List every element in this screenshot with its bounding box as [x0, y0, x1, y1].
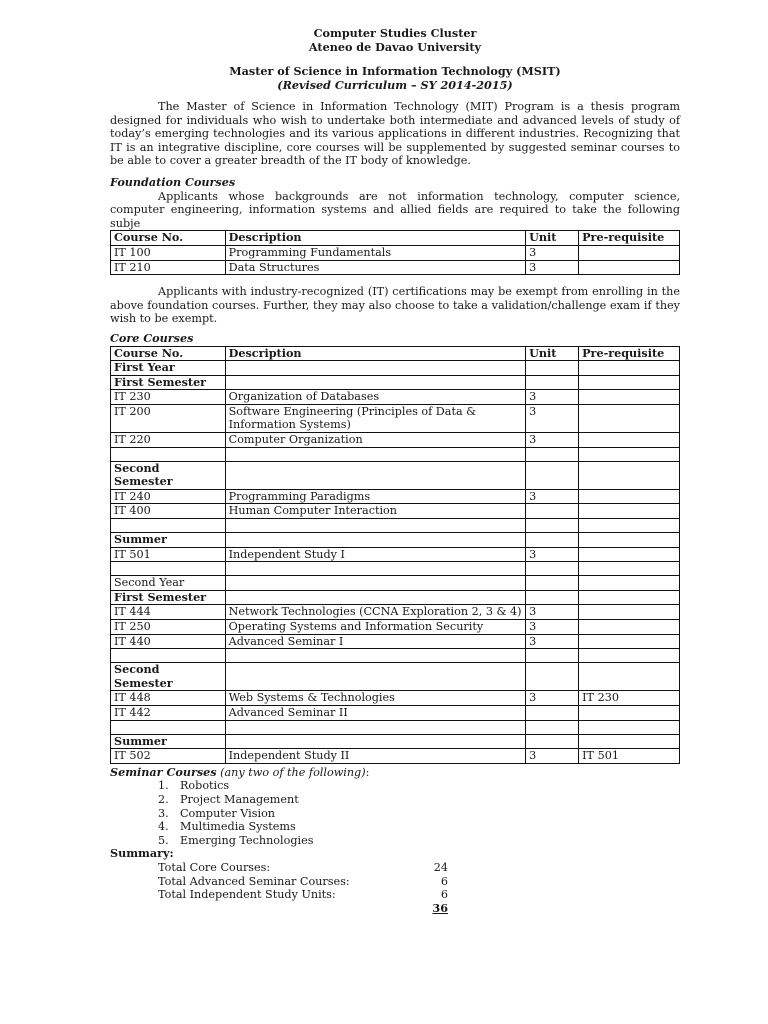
spacer-row: [111, 720, 680, 734]
table-row: [111, 489, 680, 504]
term-label: First Semester: [111, 375, 226, 390]
summary-row: [110, 861, 448, 875]
course-no-cell: IT 442: [111, 705, 226, 720]
description-cell: Operating Systems and Information Security: [225, 620, 525, 635]
empty-cell: [526, 562, 579, 576]
header-course-no: Course No.: [111, 346, 226, 361]
summary-label: Total Advanced Seminar Courses:: [158, 874, 350, 888]
program-title: Master of Science in Information Technology (MSIT): [229, 64, 561, 78]
core-title: Core Courses: [110, 330, 194, 345]
prerequisite-cell: [579, 504, 680, 519]
header-unit: Unit: [526, 346, 579, 361]
unit-cell: 3: [526, 489, 579, 504]
list-item-text: Computer Vision: [180, 806, 276, 820]
empty-cell: [111, 447, 226, 461]
description-cell: Advanced Seminar II: [225, 705, 525, 720]
summary-total: 36: [432, 900, 448, 915]
unit-cell: [526, 705, 579, 720]
spacer-row: [111, 562, 680, 576]
list-item: [110, 807, 680, 821]
seminar-qualifier: (any two of the following): [220, 765, 366, 779]
empty-cell: [225, 720, 525, 734]
term-label-row: [111, 576, 680, 591]
empty-cell: [579, 562, 680, 576]
spacer-row: [111, 447, 680, 461]
course-no-cell: IT 220: [111, 433, 226, 448]
empty-cell: [579, 461, 680, 489]
empty-cell: [579, 519, 680, 533]
header-description: Description: [225, 346, 525, 361]
empty-cell: [111, 720, 226, 734]
description-cell: Network Technologies (CCNA Exploration 2, 3 & 4): [225, 605, 525, 620]
description-cell: Independent Study II: [225, 749, 525, 764]
cluster-name: Computer Studies Cluster: [313, 26, 477, 40]
course-no-cell: IT 250: [111, 620, 226, 635]
prerequisite-cell: [579, 404, 680, 432]
empty-cell: [526, 649, 579, 663]
empty-cell: [225, 590, 525, 605]
empty-cell: [225, 663, 525, 691]
course-no-cell: IT 210: [111, 260, 226, 275]
course-no-cell: IT 240: [111, 489, 226, 504]
empty-cell: [579, 375, 680, 390]
unit-cell: 3: [526, 404, 579, 432]
seminar-list: [110, 779, 680, 847]
term-label: Summer: [111, 533, 226, 548]
table-row: [111, 705, 680, 720]
table-row: [111, 504, 680, 519]
list-item-text: Robotics: [180, 779, 230, 793]
description-cell: Organization of Databases: [225, 390, 525, 405]
empty-cell: [526, 361, 579, 376]
foundation-note: Applicants with industry-recognized (IT) certifications may be exempt from enrolling in the above foundation courses. Further, they may also choose to take a validation/challenge exam if they wish to be exempt.: [110, 285, 680, 326]
table-row: [111, 691, 680, 706]
header-prerequisite: Pre-requisite: [579, 231, 680, 246]
list-item-text: Emerging Technologies: [180, 833, 314, 847]
empty-cell: [579, 663, 680, 691]
unit-cell: 3: [526, 245, 579, 260]
empty-cell: [526, 663, 579, 691]
empty-cell: [526, 375, 579, 390]
empty-cell: [111, 519, 226, 533]
summary-label: Total Core Courses:: [158, 860, 271, 874]
seminar-colon: :: [365, 765, 370, 779]
empty-cell: [579, 447, 680, 461]
header-course-no: Course No.: [111, 231, 226, 246]
prerequisite-cell: [579, 605, 680, 620]
table-row: [111, 605, 680, 620]
empty-cell: [526, 519, 579, 533]
list-number: 3.: [158, 806, 169, 820]
prerequisite-cell: [579, 705, 680, 720]
term-label-row: [111, 663, 680, 691]
empty-cell: [225, 361, 525, 376]
course-no-cell: IT 444: [111, 605, 226, 620]
course-no-cell: IT 100: [111, 245, 226, 260]
program-subtitle: (Revised Curriculum – SY 2014-2015): [277, 78, 513, 92]
empty-cell: [526, 576, 579, 591]
header-prerequisite: Pre-requisite: [579, 346, 680, 361]
description-cell: Advanced Seminar I: [225, 634, 525, 649]
term-label: Second Semester: [111, 461, 226, 489]
core-table: [110, 346, 680, 764]
unit-cell: 3: [526, 634, 579, 649]
course-no-cell: IT 502: [111, 749, 226, 764]
empty-cell: [225, 562, 525, 576]
description-cell: Programming Paradigms: [225, 489, 525, 504]
summary-row: [110, 875, 448, 889]
spacer-row: [111, 519, 680, 533]
header-unit: Unit: [526, 231, 579, 246]
summary-label: Total Independent Study Units:: [158, 888, 336, 902]
summary-title: Summary:: [110, 846, 174, 861]
spacer-row: [111, 649, 680, 663]
table-header-row: [111, 231, 680, 246]
course-no-cell: IT 200: [111, 404, 226, 432]
term-label: Second Semester: [111, 663, 226, 691]
description-cell: Independent Study I: [225, 547, 525, 562]
description-cell: Data Structures: [225, 260, 525, 275]
term-label-row: [111, 375, 680, 390]
empty-cell: [579, 720, 680, 734]
intro-paragraph: The Master of Science in Information Technology (MIT) Program is a thesis program designed for individuals who wish to undertake both intermediate and advanced levels of study of today’s emerging technologies and its various applications in different industries. Recognizing that IT is an integrative discipline, core courses will be supplemented by suggested seminar courses to be able to cover a greater breadth of the IT body of knowledge.: [110, 100, 680, 168]
term-label: Second Year: [111, 576, 226, 591]
list-item: [110, 834, 680, 848]
list-item: [110, 820, 680, 834]
term-label-row: [111, 590, 680, 605]
list-item-text: Multimedia Systems: [180, 820, 296, 834]
description-cell: Web Systems & Technologies: [225, 691, 525, 706]
empty-cell: [225, 447, 525, 461]
empty-cell: [526, 447, 579, 461]
description-cell: Software Engineering (Principles of Data & Information Systems): [225, 404, 525, 432]
prerequisite-cell: [579, 547, 680, 562]
summary-value: 6: [440, 888, 448, 902]
empty-cell: [225, 734, 525, 749]
description-cell: Computer Organization: [225, 433, 525, 448]
empty-cell: [579, 590, 680, 605]
seminar-title: Seminar Courses: [110, 764, 217, 779]
prerequisite-cell: [579, 620, 680, 635]
unit-cell: [526, 504, 579, 519]
term-label-row: [111, 533, 680, 548]
list-number: 1.: [158, 779, 169, 793]
unit-cell: 3: [526, 605, 579, 620]
term-label-row: [111, 361, 680, 376]
unit-cell: 3: [526, 691, 579, 706]
unit-cell: 3: [526, 390, 579, 405]
unit-cell: 3: [526, 749, 579, 764]
empty-cell: [579, 533, 680, 548]
empty-cell: [225, 375, 525, 390]
empty-cell: [225, 461, 525, 489]
table-row: [111, 404, 680, 432]
summary-row: [110, 888, 448, 902]
empty-cell: [526, 461, 579, 489]
prerequisite-cell: [579, 390, 680, 405]
table-row: [111, 749, 680, 764]
table-row: [111, 620, 680, 635]
unit-cell: 3: [526, 260, 579, 275]
empty-cell: [526, 590, 579, 605]
empty-cell: [111, 649, 226, 663]
term-label: Summer: [111, 734, 226, 749]
table-row: [111, 634, 680, 649]
foundation-title: Foundation Courses: [110, 174, 236, 189]
list-item: [110, 793, 680, 807]
empty-cell: [225, 533, 525, 548]
unit-cell: 3: [526, 433, 579, 448]
empty-cell: [526, 720, 579, 734]
table-row: [111, 245, 680, 260]
description-cell: Human Computer Interaction: [225, 504, 525, 519]
document-page: [110, 26, 680, 915]
empty-cell: [225, 576, 525, 591]
table-row: [111, 547, 680, 562]
seminar-heading: [110, 766, 680, 780]
unit-cell: 3: [526, 547, 579, 562]
course-no-cell: IT 400: [111, 504, 226, 519]
empty-cell: [225, 519, 525, 533]
summary-rows: [110, 861, 680, 902]
list-item-text: Project Management: [180, 792, 299, 806]
term-label: First Year: [111, 361, 226, 376]
table-header-row: [111, 346, 680, 361]
prerequisite-cell: [579, 433, 680, 448]
prerequisite-cell: [579, 260, 680, 275]
table-row: [111, 260, 680, 275]
empty-cell: [111, 562, 226, 576]
prerequisite-cell: IT 230: [579, 691, 680, 706]
empty-cell: [225, 649, 525, 663]
prerequisite-cell: IT 501: [579, 749, 680, 764]
foundation-text: Applicants whose backgrounds are not information technology, computer science, computer engineering, information systems and allied fields are required to take the following subje: [110, 189, 680, 230]
empty-cell: [579, 576, 680, 591]
list-item: [110, 779, 680, 793]
empty-cell: [526, 734, 579, 749]
empty-cell: [579, 649, 680, 663]
empty-cell: [579, 734, 680, 749]
prerequisite-cell: [579, 634, 680, 649]
summary-value: 6: [440, 874, 448, 888]
term-label-row: [111, 734, 680, 749]
summary-total-row: [110, 902, 448, 916]
foundation-table: [110, 230, 680, 275]
course-no-cell: IT 230: [111, 390, 226, 405]
course-no-cell: IT 440: [111, 634, 226, 649]
header-description: Description: [225, 231, 525, 246]
empty-cell: [579, 361, 680, 376]
unit-cell: 3: [526, 620, 579, 635]
table-row: [111, 433, 680, 448]
list-number: 5.: [158, 833, 169, 847]
list-number: 2.: [158, 792, 169, 806]
description-cell: Programming Fundamentals: [225, 245, 525, 260]
university-name: Ateneo de Davao University: [308, 40, 482, 54]
term-label: First Semester: [111, 590, 226, 605]
list-number: 4.: [158, 820, 169, 834]
term-label-row: [111, 461, 680, 489]
empty-cell: [526, 533, 579, 548]
prerequisite-cell: [579, 245, 680, 260]
summary-value: 24: [433, 860, 448, 874]
table-row: [111, 390, 680, 405]
prerequisite-cell: [579, 489, 680, 504]
course-no-cell: IT 448: [111, 691, 226, 706]
course-no-cell: IT 501: [111, 547, 226, 562]
